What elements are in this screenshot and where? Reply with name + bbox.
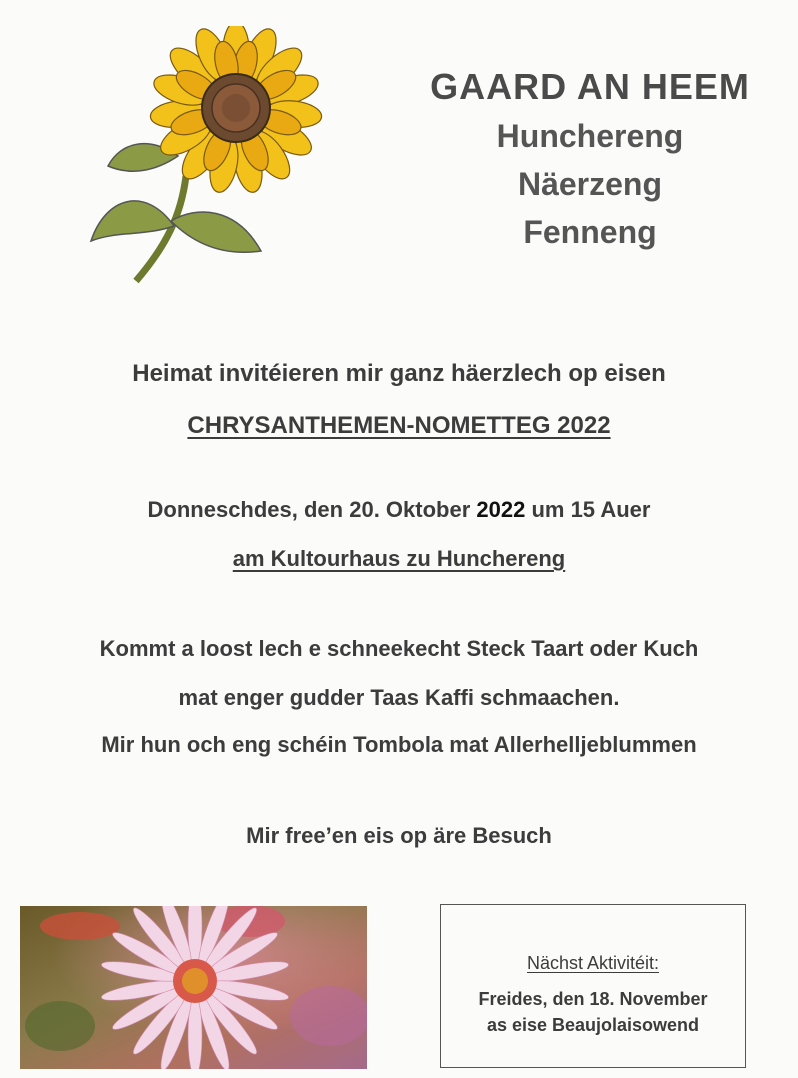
date-prefix: Donneschdes, den 20. Oktober — [147, 497, 477, 522]
town-name: Hunchereng — [496, 118, 684, 154]
town-name: Fenneng — [523, 214, 657, 250]
body-line: Kommt a loost lech e schneekecht Steck Taart oder Kuch — [99, 636, 699, 661]
next-activity-event: as eise Beaujolaisowend — [486, 1015, 700, 1035]
date-year: 2022 — [476, 497, 526, 522]
closing-line: Mir free’en eis op äre Besuch — [246, 823, 552, 848]
next-activity-details — [441, 986, 745, 1038]
event-date — [0, 497, 798, 523]
event-venue: am Kultourhaus zu Hunchereng — [232, 546, 566, 571]
date-suffix: um 15 Auer — [525, 497, 651, 522]
org-name: GAARD AN HEEM — [430, 66, 750, 107]
body-line: mat enger gudder Taas Kaffi schmaachen. — [178, 685, 620, 710]
sunflower-illustration — [86, 26, 336, 286]
next-activity-title: Nächst Aktivitéit: — [526, 953, 660, 973]
next-activity-box — [440, 904, 746, 1068]
next-activity-date: Freides, den 18. November — [478, 989, 708, 1009]
aster-flower-photo — [20, 906, 367, 1069]
body-line: Mir hun och eng schéin Tombola mat Allerhelljeblummen — [101, 732, 697, 757]
org-header — [400, 66, 780, 252]
event-title: CHRYSANTHEMEN-NOMETTEG 2022 — [187, 412, 611, 439]
town-name: Näerzeng — [517, 166, 663, 202]
invite-intro: Heimat invitéieren mir ganz häerzlech op eisen — [132, 360, 666, 387]
